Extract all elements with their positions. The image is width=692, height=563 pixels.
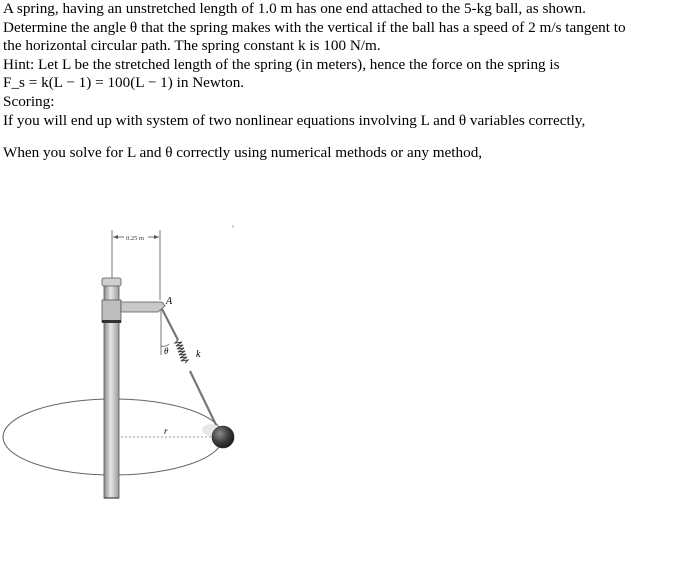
problem-line-4: Hint: Let L be the stretched length of the spring (in meters), hence the force on the spring is <box>3 55 560 73</box>
point-a-label: A <box>166 296 173 307</box>
spring-ball-figure <box>0 214 260 514</box>
spring-k-label: k <box>196 349 201 360</box>
support-arm <box>121 302 165 312</box>
problem-line-3: the horizontal circular path. The spring constant k is 100 N/m. <box>3 37 381 55</box>
spring-coil <box>175 340 188 363</box>
ball <box>212 426 234 448</box>
scoring-label: Scoring: <box>3 92 55 110</box>
problem-line-2: Determine the angle θ that the spring makes with the vertical if the ball has a speed of 2 m/s tangent to <box>3 18 626 36</box>
scoring-line: If you will end up with system of two nonlinear equations involving L and θ variables correctly, <box>3 111 586 129</box>
pole-cap <box>102 278 121 286</box>
problem-text <box>3 0 689 163</box>
angle-label: θ <box>164 346 169 356</box>
dimension-label: 0.25 m <box>126 235 145 242</box>
solve-line: When you solve for L and θ correctly using numerical methods or any method, <box>3 144 483 162</box>
spring-rod-lower <box>190 371 218 429</box>
problem-line-1: A spring, having an unstretched length of 1.0 m has one end attached to the 5-kg ball, as shown. <box>3 0 586 17</box>
problem-line-5: F_s = k(L − 1) = 100(L − 1) in Newton. <box>3 74 245 92</box>
pole-collar <box>102 300 121 322</box>
spring-rod-upper <box>162 309 178 340</box>
radius-label: r <box>164 426 168 436</box>
